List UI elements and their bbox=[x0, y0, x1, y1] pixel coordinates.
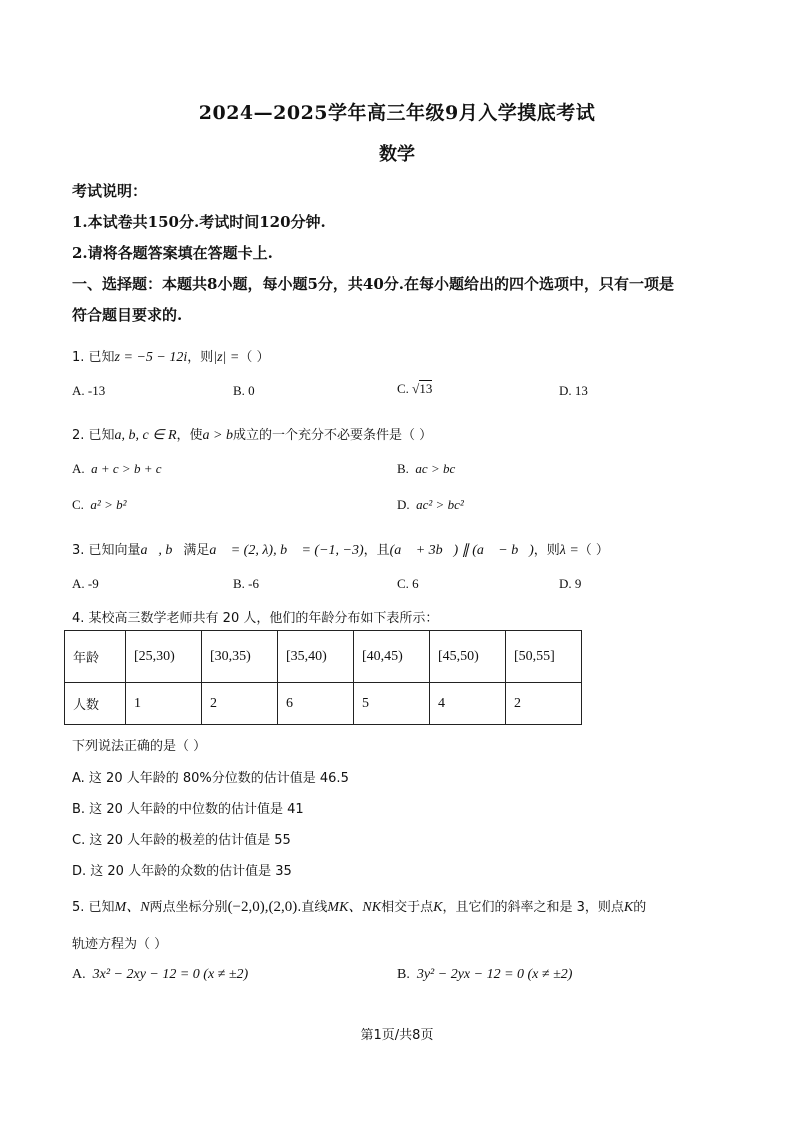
row-header-count: 人数 bbox=[65, 683, 126, 725]
interval-cell: [45,50) bbox=[430, 631, 506, 683]
subject-title: 数学 bbox=[379, 144, 415, 165]
q4-option-a: A. 这 20 人年龄的 80%分位数的估计值是 46.5 bbox=[72, 771, 349, 786]
row-header-age: 年龄 bbox=[65, 631, 126, 683]
exam-title: 2024—2025学年高三年级9月入学摸底考试 bbox=[198, 102, 596, 124]
interval-cell: [35,40) bbox=[278, 631, 354, 683]
q1-option-a: A. -13 bbox=[72, 383, 106, 398]
sqrt-icon: √ bbox=[412, 381, 420, 396]
interval-cell: [25,30) bbox=[126, 631, 202, 683]
question-4-stem: 4. 某校高三数学老师共有 20 人，他们的年龄分布如下表所示： bbox=[72, 611, 439, 626]
q4-option-b: B. 这 20 人年龄的中位数的估计值是 41 bbox=[72, 802, 304, 817]
q3-option-d: D. 9 bbox=[559, 576, 582, 591]
q2-option-c: C. a² > b² bbox=[72, 497, 127, 512]
q1-option-b: B. 0 bbox=[233, 383, 255, 398]
q1-option-d: D. 13 bbox=[559, 383, 588, 398]
question-1-stem: 1. 已知z = −5 − 12i，则|z| =（ ） bbox=[72, 350, 270, 365]
question-4-prompt: 下列说法正确的是（ ） bbox=[72, 739, 207, 754]
q2-option-d: D. ac² > bc² bbox=[397, 497, 464, 512]
section-heading-line1: 一、选择题：本题共8小题，每小题5分，共40分.在每小题给出的四个选项中，只有一项是 bbox=[72, 275, 674, 293]
question-5-stem-line2: 轨迹方程为（ ） bbox=[72, 937, 168, 952]
count-cell: 1 bbox=[126, 683, 202, 725]
age-distribution-table bbox=[64, 630, 582, 725]
count-cell: 2 bbox=[202, 683, 278, 725]
count-cell: 4 bbox=[430, 683, 506, 725]
q2-option-b: B. ac > bc bbox=[397, 461, 456, 476]
q3-option-c: C. 6 bbox=[397, 576, 419, 591]
instructions-heading: 考试说明： bbox=[72, 182, 148, 200]
page-footer: 第1页/共8页 bbox=[360, 1028, 434, 1043]
interval-cell: [50,55] bbox=[506, 631, 582, 683]
q3-option-a: A. -9 bbox=[72, 576, 99, 591]
q4-option-c: C. 这 20 人年龄的极差的估计值是 55 bbox=[72, 833, 291, 848]
instruction-item-1: 1.本试卷共150分.考试时间120分钟. bbox=[72, 213, 326, 231]
q5-option-b: B. 3y² − 2yx − 12 = 0 (x ≠ ±2) bbox=[397, 967, 573, 982]
q5-option-a: A. 3x² − 2xy − 12 = 0 (x ≠ ±2) bbox=[72, 967, 249, 982]
question-2-stem: 2. 已知a, b, c ∈ R，使a > b成立的一个充分不必要条件是（ ） bbox=[72, 428, 433, 443]
count-cell: 6 bbox=[278, 683, 354, 725]
q1-option-c: C. √13 bbox=[397, 381, 433, 396]
q3-option-b: B. -6 bbox=[233, 576, 259, 591]
q4-option-d: D. 这 20 人年龄的众数的估计值是 35 bbox=[72, 864, 292, 879]
count-cell: 2 bbox=[506, 683, 582, 725]
instruction-item-2: 2.请将各题答案填在答题卡上. bbox=[72, 244, 273, 262]
table-row bbox=[65, 683, 582, 725]
count-cell: 5 bbox=[354, 683, 430, 725]
q2-option-a: A. a + c > b + c bbox=[72, 461, 162, 476]
interval-cell: [30,35) bbox=[202, 631, 278, 683]
question-3-stem: 3. 已知向量a⃗, b⃗满足a⃗ = (2, λ), b⃗ = (−1, −3)，且(a⃗ + 3b⃗) ∥ (a⃗ − b⃗)，则λ =（ ） bbox=[72, 543, 609, 558]
question-5-stem: 5. 已知M、N两点坐标分别(−2,0),(2,0).直线MK、NK相交于点K，且它们的斜率之和是 3，则点K的 bbox=[72, 899, 647, 915]
interval-cell: [40,45) bbox=[354, 631, 430, 683]
table-row bbox=[65, 631, 582, 683]
section-heading-line2: 符合题目要求的. bbox=[72, 306, 183, 324]
